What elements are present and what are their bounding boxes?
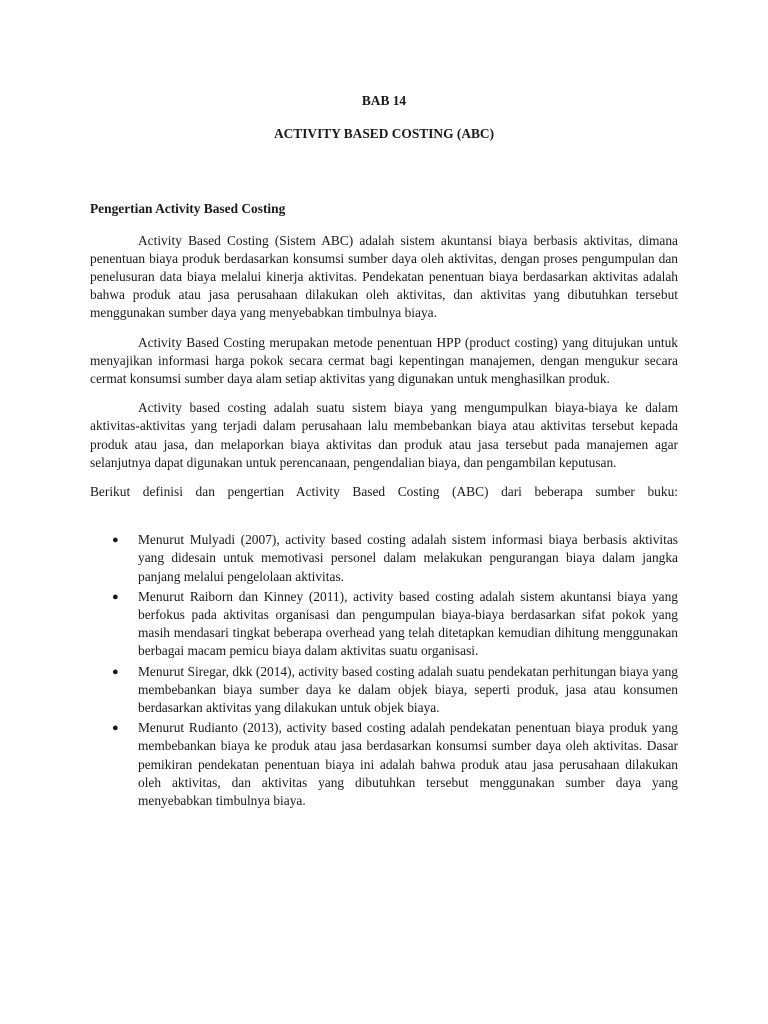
bullet-icon: ● [112, 534, 119, 547]
list-item [90, 719, 678, 810]
sources-intro: Berikut definisi dan pengertian Activity Based Costing (ABC) dari beberapa sumber buku: [90, 484, 678, 500]
document-page [90, 92, 678, 812]
paragraph-3: Activity based costing adalah suatu sistem biaya yang mengumpulkan biaya-biaya ke dalam aktivitas-aktivitas yang terjadi dalam perusahaan lalu membebankan biaya atau aktivitas tersebut kepada produk atau jasa, dan melaporkan biaya aktivitas dan produk atau jasa tersebut pada manajemen agar selanjutnya dapat digunakan untuk perencanaan, pengendalian biaya, dan pengambilan keputusan. [90, 400, 678, 470]
chapter-title: ACTIVITY BASED COSTING (ABC) [273, 126, 495, 142]
list-item [90, 663, 678, 718]
paragraph-1: Activity Based Costing (Sistem ABC) adalah sistem akuntansi biaya berbasis aktivitas, dimana penentuan biaya produk berdasarkan konsumsi sumber daya oleh aktivitas, dengan proses pengumpulan dan penelusuran data biaya melalui kinerja aktivitas. Pendekatan penentuan biaya berdasarkan aktivitas adalah bahwa produk atau jasa perusahaan dilakukan oleh aktivitas, dan aktivitas yang dibutuhkan tersebut menggunakan sumber daya yang menyebabkan timbulnya biaya. [90, 232, 678, 321]
source-text: Menurut Rudianto (2013), activity based costing adalah pendekatan penentuan biaya produk yang membebankan biaya ke produk atau jasa berdasarkan konsumsi sumber daya oleh aktivitas. Dasar pemikiran pendekatan penentuan biaya ini adalah bahwa produk atau jasa perusahaan dilakukan oleh aktivitas, dan aktivitas yang dibutuhkan tersebut menggunakan sumber daya yang menyebabkan timbulnya biaya. [138, 720, 678, 809]
paragraph-2: Activity Based Costing merupakan metode penentuan HPP (product costing) yang ditujukan untuk menyajikan informasi harga pokok secara cermat bagi kepentingan manajemen, dengan mengukur secara cermat konsumsi sumber daya alam setiap aktivitas yang digunakan untuk menghasilkan produk. [90, 334, 678, 387]
sources-list [90, 531, 678, 810]
section-heading: Pengertian Activity Based Costing [90, 201, 286, 217]
source-text: Menurut Raiborn dan Kinney (2011), activity based costing adalah sistem akuntansi biaya yang berfokus pada aktivitas organisasi dan pengumpulan biaya-biaya berdasarkan sifat pokok yang masih mendasari tingkat beberapa overhead yang telah ditetapkan kemudian dihitung menggunakan berbagai macam pemicu biaya dalam aktivitas suatu organisasi. [138, 588, 678, 659]
list-item [90, 531, 678, 586]
bullet-icon: ● [112, 722, 119, 735]
bullet-icon: ● [112, 665, 119, 678]
list-item [90, 588, 678, 661]
chapter-number: BAB 14 [361, 93, 407, 108]
bullet-icon: ● [112, 590, 119, 603]
source-text: Menurut Siregar, dkk (2014), activity based costing adalah suatu pendekatan perhitungan biaya yang membebankan biaya sumber daya ke dalam objek biaya, seperti produk, jasa atau konsumen berdasarkan aktivitas yang dilakukan untuk objek biaya. [138, 663, 678, 716]
source-text: Menurut Mulyadi (2007), activity based costing adalah sistem informasi biaya berbasis aktivitas yang didesain untuk memotivasi personel dalam melakukan pengurangan biaya dalam jangka panjang melalui pengelolaan aktivitas. [138, 532, 678, 584]
